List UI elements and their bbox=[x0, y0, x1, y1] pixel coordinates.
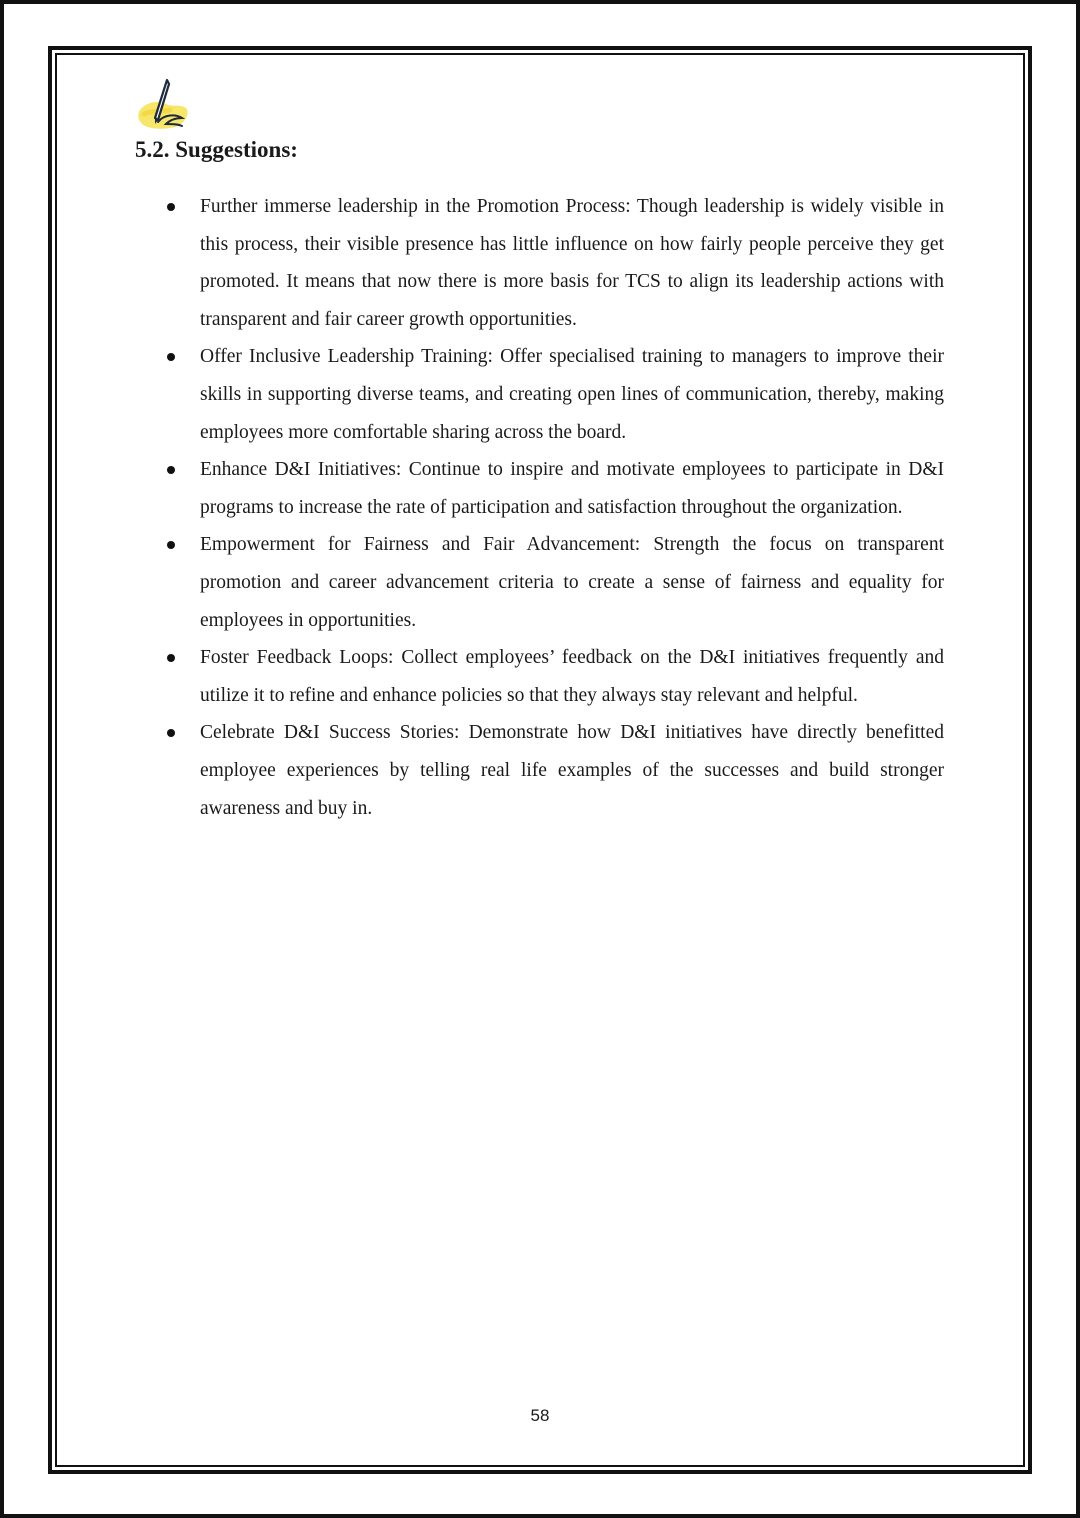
suggestion-text: Offer Inclusive Leadership Training: Offer specialised training to managers to improve their skills in supporting diverse teams, and creating open lines of communication, thereby, making employees more comfortable sharing across the board. bbox=[200, 346, 944, 443]
pen-writing-icon bbox=[136, 74, 202, 132]
suggestion-item bbox=[200, 714, 944, 827]
section-heading: 5.2. Suggestions: bbox=[135, 137, 298, 162]
suggestion-list bbox=[200, 188, 944, 827]
suggestion-item bbox=[200, 451, 944, 526]
suggestion-item bbox=[200, 188, 944, 338]
suggestion-text: Celebrate D&I Success Stories: Demonstrate how D&I initiatives have directly benefitted employee experiences by telling real life examples of the successes and build stronger awareness and buy in. bbox=[200, 722, 944, 819]
page-number: 58 bbox=[530, 1406, 550, 1425]
suggestion-text: Enhance D&I Initiatives: Continue to inspire and motivate employees to participate in D&I programs to increase the rate of participation and satisfaction throughout the organization. bbox=[200, 459, 944, 518]
suggestion-item bbox=[200, 526, 944, 639]
suggestion-text: Empowerment for Fairness and Fair Advancement: Strength the focus on transparent promotion and career advancement criteria to create a sense of fairness and equality for employees in opportunities. bbox=[200, 534, 944, 631]
suggestion-item bbox=[200, 639, 944, 714]
bullet-icon bbox=[167, 203, 175, 211]
suggestion-text: Foster Feedback Loops: Collect employees’ feedback on the D&I initiatives frequently and utilize it to refine and enhance policies so that they always stay relevant and helpful. bbox=[200, 647, 944, 706]
suggestion-item bbox=[200, 338, 944, 451]
suggestion-text: Further immerse leadership in the Promotion Process: Though leadership is widely visible in this process, their visible presence has little influence on how fairly people perceive they get promoted. It means that now there is more basis for TCS to align its leadership actions with transparent and fair career growth opportunities. bbox=[200, 196, 944, 330]
